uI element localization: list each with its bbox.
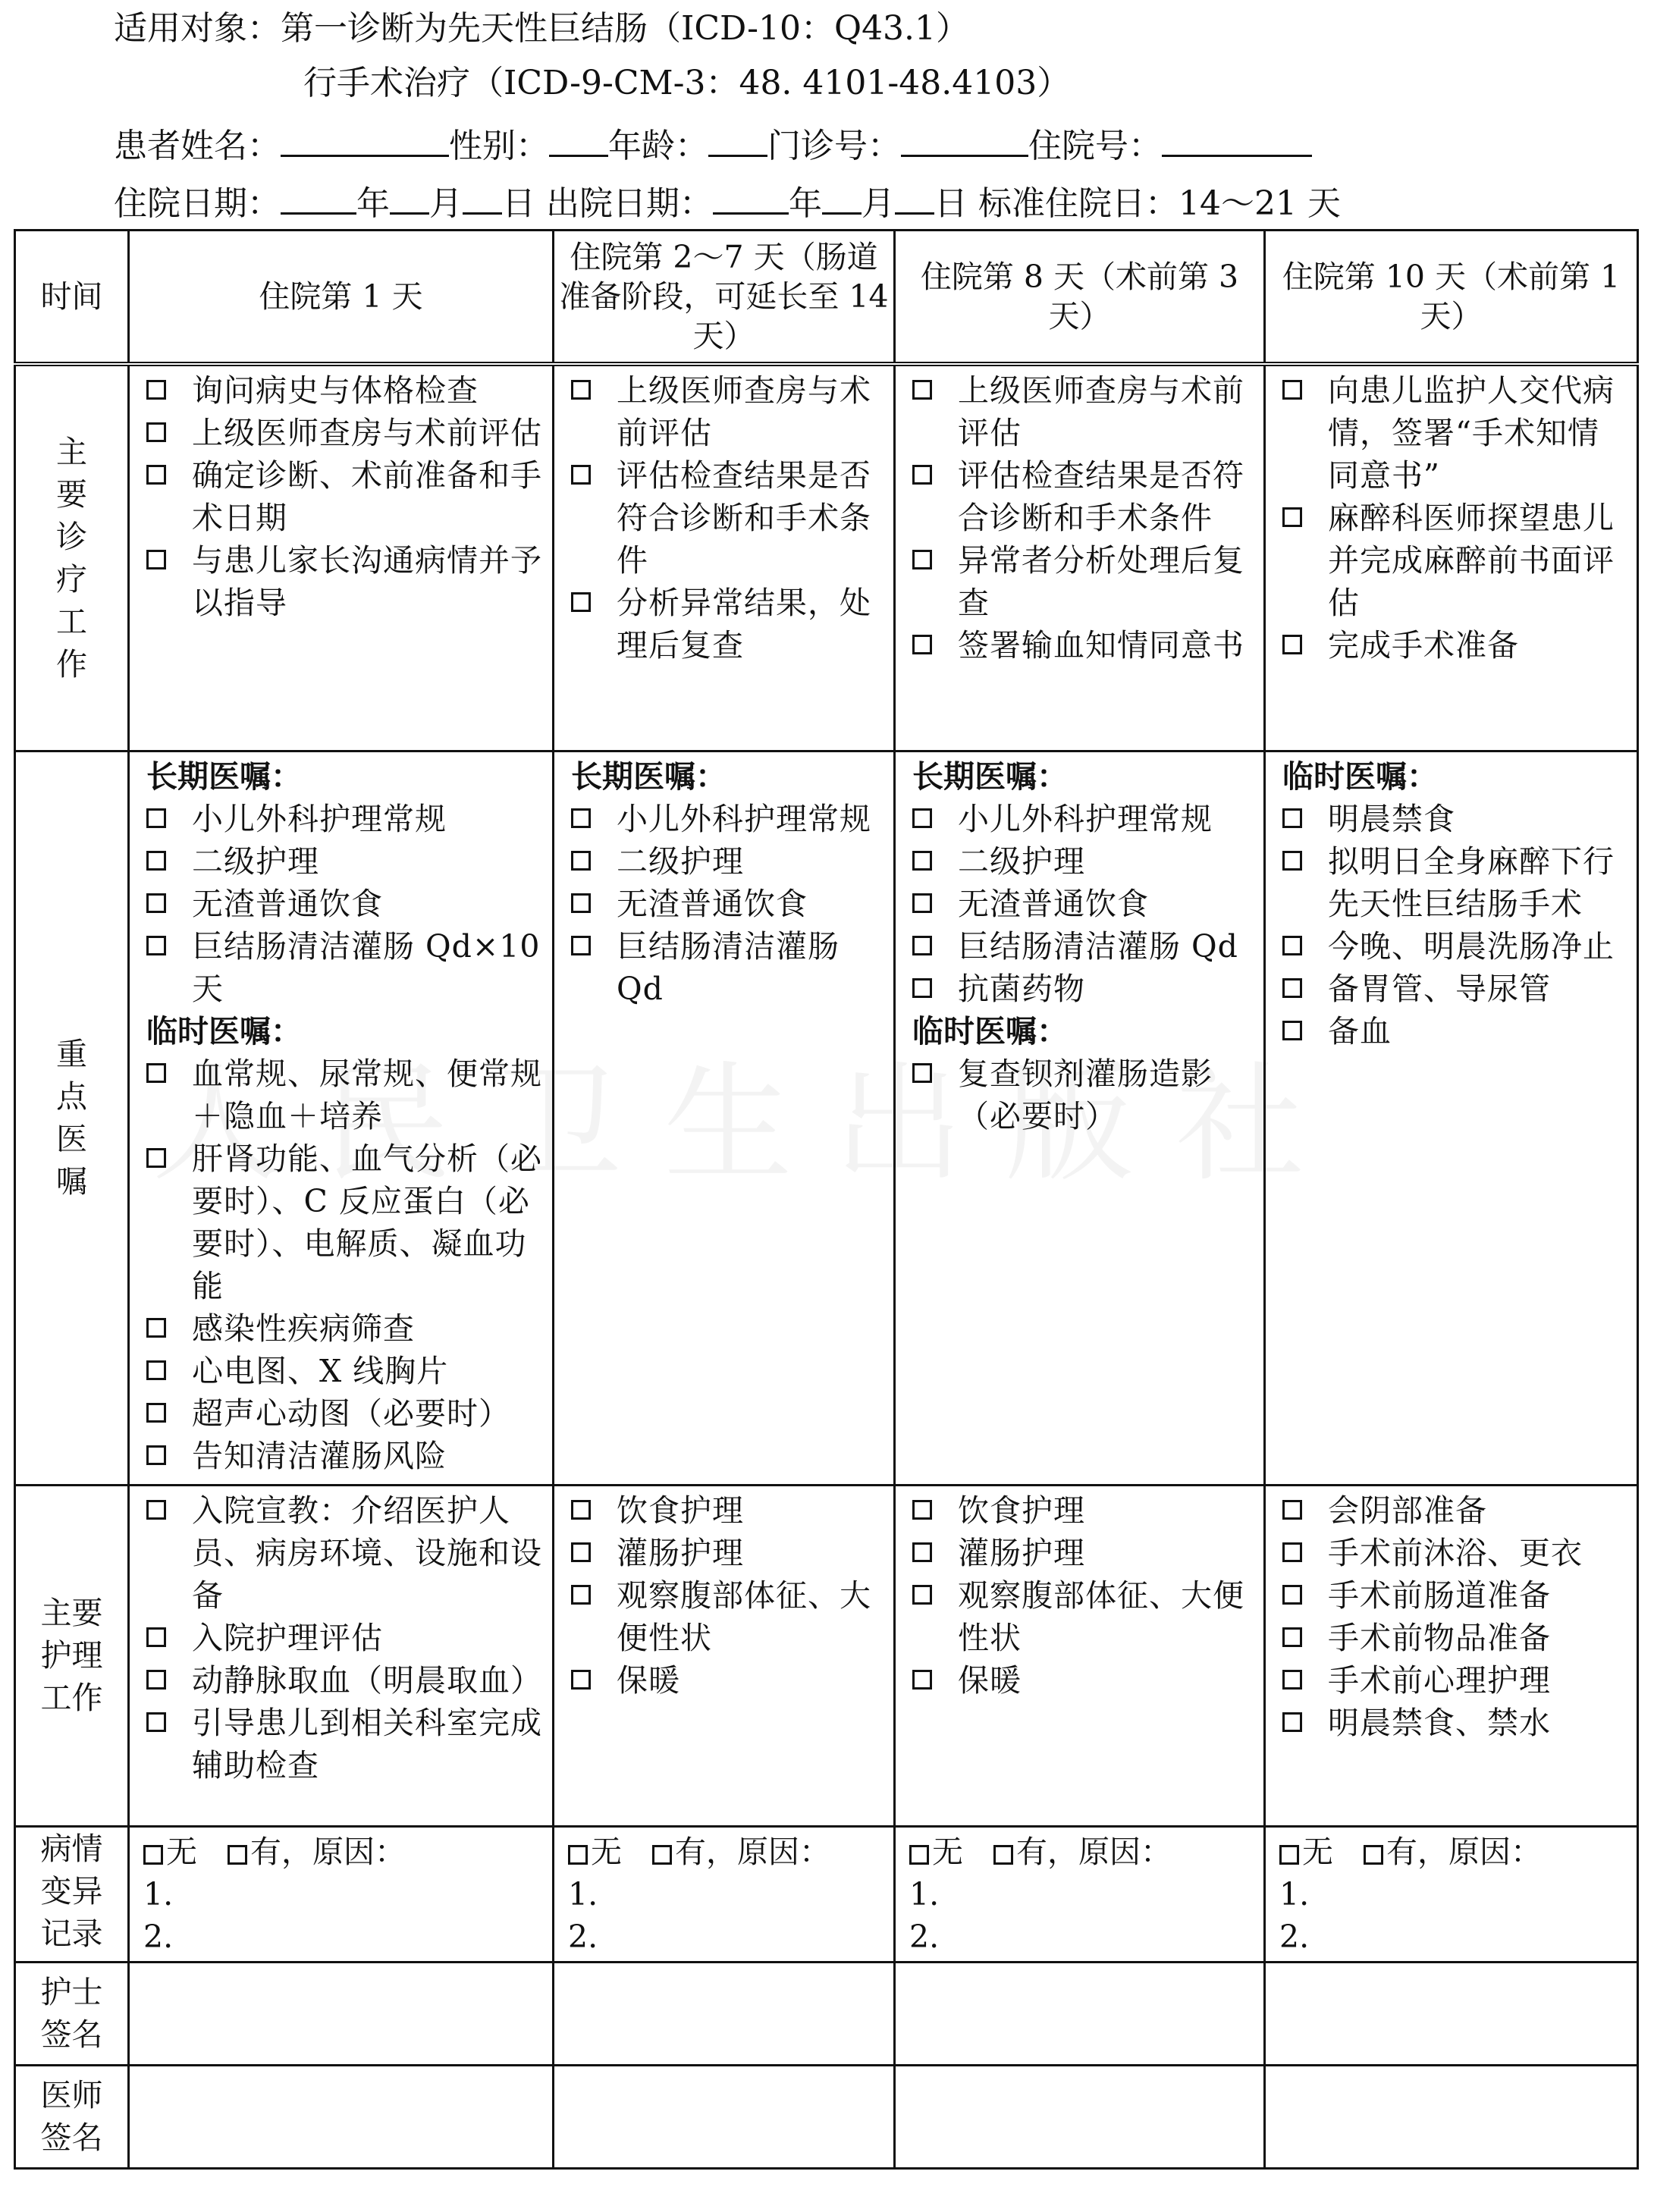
- dates-line: [114, 177, 1341, 227]
- variation-options: [1279, 1831, 1629, 1873]
- checklist-item-text: 巨结肠清洁灌肠 Qd×10 天: [192, 927, 541, 1007]
- checklist-item-text: 今晚、明晨洗肠净止: [1328, 927, 1615, 965]
- discharge-day-field[interactable]: [895, 177, 934, 215]
- checklist-item-text: 向患儿监护人交代病情，签署“手术知情同意书”: [1328, 372, 1615, 494]
- row-label-nurse-sign: 护士签名: [40, 1974, 103, 2053]
- checklist-item-text: 上级医师查房与术前评估: [617, 372, 871, 451]
- checklist-item: [565, 798, 886, 840]
- checklist-item: [906, 454, 1256, 539]
- sex-field[interactable]: [549, 120, 608, 157]
- checklist-item-text: 无渣普通饮食: [617, 885, 808, 922]
- checklist-item-text: 复查钡剂灌肠造影（必要时）: [958, 1055, 1213, 1134]
- temp-orders-heading: 临时医嘱：: [912, 1012, 1068, 1050]
- checkbox[interactable]: [912, 1670, 932, 1690]
- patient-info-line: [114, 120, 1312, 169]
- checkbox[interactable]: [146, 1318, 166, 1338]
- checkbox[interactable]: [912, 1500, 932, 1520]
- checkbox[interactable]: [146, 1403, 166, 1423]
- checklist-item-text: 动静脉取血（明晨取血）: [192, 1661, 542, 1699]
- checkbox[interactable]: [571, 851, 591, 871]
- checklist-item: [906, 369, 1256, 454]
- checklist-item: [140, 1617, 545, 1659]
- checklist-item-text: 麻醉科医师探望患儿并完成麻醉前书面评估: [1328, 500, 1615, 621]
- checklist-item-text: 巨结肠清洁灌肠 Qd: [958, 927, 1238, 965]
- variation-reason-1[interactable]: 1.: [568, 1875, 598, 1912]
- checklist-item-text: 手术前物品准备: [1328, 1619, 1551, 1656]
- variation-cell-day10: [1265, 1826, 1638, 1962]
- checklist-item-text: 二级护理: [192, 842, 319, 880]
- checkbox[interactable]: [571, 592, 591, 612]
- variation-reason-2[interactable]: 2.: [143, 1918, 174, 1955]
- col-header-day10: 住院第 10 天（术前第 1 天）: [1265, 231, 1638, 365]
- checkbox[interactable]: [571, 936, 591, 955]
- checkbox[interactable]: [146, 851, 166, 871]
- checklist-item-text: 无渣普通饮食: [192, 885, 383, 922]
- inpatient-number-label: 住院号：: [1028, 127, 1162, 165]
- checkbox[interactable]: [146, 465, 166, 485]
- checklist-item-text: 观察腹部体征、大便性状: [958, 1577, 1244, 1656]
- checkbox[interactable]: [571, 808, 591, 828]
- checklist-item: [565, 1532, 886, 1574]
- checkbox[interactable]: [571, 465, 591, 485]
- checklist-item: [565, 1659, 886, 1702]
- applicable-object-line1: 适用对象：第一诊断为先天性巨结肠（ICD-10：Q43.1）: [114, 9, 970, 48]
- checkbox[interactable]: [1282, 1712, 1302, 1732]
- has-variation-label: 有，原因：: [250, 1833, 406, 1870]
- checklist-item: [565, 840, 886, 883]
- checkbox[interactable]: [912, 550, 932, 569]
- checkbox[interactable]: [912, 380, 932, 400]
- has-variation-checkbox[interactable]: [228, 1845, 247, 1865]
- checkbox[interactable]: [571, 1500, 591, 1520]
- checklist-item-text: 心电图、X 线胸片: [192, 1352, 449, 1389]
- orders-day8-temp-list: [906, 1053, 1256, 1137]
- checklist-item: [565, 582, 886, 667]
- row-label-main-work: 主要诊疗工作: [56, 433, 87, 682]
- checklist-item: [140, 1307, 545, 1350]
- variation-reason-1[interactable]: 1.: [1279, 1875, 1310, 1912]
- checklist-item-text: 灌肠护理: [617, 1534, 744, 1571]
- checkbox[interactable]: [146, 1500, 166, 1520]
- orders-day8-long-list: [906, 798, 1256, 1010]
- checklist-item: [906, 1574, 1256, 1659]
- checklist-item: [565, 925, 886, 1010]
- checklist-item-text: 会阴部准备: [1328, 1492, 1487, 1529]
- nurse-sign-field-day1[interactable]: [129, 1962, 554, 2065]
- checklist-item-text: 手术前肠道准备: [1328, 1577, 1551, 1614]
- checklist-item-text: 灌肠护理: [958, 1534, 1085, 1571]
- table-row-variation: [15, 1826, 1638, 1962]
- checkbox[interactable]: [571, 380, 591, 400]
- checkbox[interactable]: [146, 1360, 166, 1380]
- checklist-item: [140, 412, 545, 454]
- doctor-sign-field-day10[interactable]: [1265, 2065, 1638, 2168]
- discharge-year-field[interactable]: [713, 177, 789, 215]
- checklist-item: [140, 1489, 545, 1617]
- variation-options: [143, 1831, 545, 1873]
- checklist-item: [1276, 1489, 1629, 1532]
- variation-cell-day2-7: [554, 1826, 895, 1962]
- day-text: 日: [934, 184, 968, 223]
- no-variation-checkbox[interactable]: [1279, 1845, 1299, 1865]
- checklist-item-text: 入院宣教：介绍医护人员、病房环境、设施和设备: [192, 1492, 542, 1614]
- checklist-item-text: 饮食护理: [958, 1492, 1085, 1529]
- checklist-item-text: 与患儿家长沟通病情并予以指导: [192, 542, 542, 621]
- checklist-item-text: 备血: [1328, 1012, 1392, 1050]
- checklist-item-text: 小儿外科护理常规: [617, 800, 871, 837]
- col-header-time: 时间: [15, 231, 129, 365]
- checklist-item: [1276, 1010, 1629, 1053]
- col-header-day2-7: 住院第 2～7 天（肠道准备阶段，可延长至 14 天）: [554, 231, 895, 365]
- checklist-item: [565, 454, 886, 582]
- no-variation-checkbox[interactable]: [143, 1845, 163, 1865]
- checklist-item-text: 手术前沐浴、更衣: [1328, 1534, 1583, 1571]
- discharge-date-label: 出院日期：: [546, 184, 713, 223]
- clinical-pathway-table: [14, 229, 1639, 2170]
- checklist-item: [565, 369, 886, 454]
- checklist-item-text: 分析异常结果，处理后复查: [617, 585, 871, 664]
- checkbox[interactable]: [146, 1712, 166, 1732]
- checklist-item: [906, 1659, 1256, 1702]
- checkbox[interactable]: [571, 1670, 591, 1690]
- checklist-item-text: 二级护理: [617, 842, 744, 880]
- age-field[interactable]: [708, 120, 767, 157]
- has-variation-checkbox[interactable]: [652, 1845, 672, 1865]
- checklist-item: [1276, 1702, 1629, 1744]
- checkbox[interactable]: [571, 1585, 591, 1605]
- checklist-item: [140, 1350, 545, 1392]
- admit-date-label: 住院日期：: [114, 184, 281, 223]
- checklist-item: [140, 1053, 545, 1137]
- checklist-item-text: 抗菌药物: [958, 970, 1085, 1007]
- checkbox[interactable]: [912, 893, 932, 913]
- checkbox[interactable]: [1282, 1021, 1302, 1040]
- standard-stay-text: 标准住院日：14～21 天: [978, 184, 1341, 223]
- checklist-item: [565, 1489, 886, 1532]
- checklist-item: [1276, 497, 1629, 624]
- checklist-item-text: 观察腹部体征、大便性状: [617, 1577, 871, 1656]
- variation-cell-day8: [895, 1826, 1265, 1962]
- discharge-month-field[interactable]: [822, 177, 862, 215]
- checkbox[interactable]: [912, 936, 932, 955]
- checkbox[interactable]: [1282, 851, 1302, 871]
- has-variation-checkbox[interactable]: [993, 1845, 1013, 1865]
- no-variation-checkbox[interactable]: [568, 1845, 588, 1865]
- patient-name-label: 患者姓名：: [114, 127, 281, 165]
- checklist-item-text: 评估检查结果是否符合诊断和手术条件: [617, 457, 871, 579]
- nursing-day1-list: [140, 1489, 545, 1787]
- variation-options: [568, 1831, 886, 1873]
- has-variation-label: 有，原因：: [1386, 1833, 1542, 1870]
- checklist-item: [565, 1574, 886, 1659]
- variation-reason-2[interactable]: 2.: [568, 1918, 598, 1955]
- month-text: 月: [862, 184, 895, 223]
- nursing-day10-list: [1276, 1489, 1629, 1744]
- has-variation-label: 有，原因：: [1016, 1833, 1172, 1870]
- patient-name-field[interactable]: [281, 120, 449, 157]
- checklist-item: [906, 1053, 1256, 1137]
- checklist-item-text: 二级护理: [958, 842, 1085, 880]
- checklist-item: [1276, 369, 1629, 497]
- checklist-item: [1276, 798, 1629, 840]
- orders-day10-temp-list: [1276, 798, 1629, 1053]
- checklist-item-text: 明晨禁食、禁水: [1328, 1704, 1551, 1741]
- variation-reason-1[interactable]: 1.: [143, 1875, 174, 1912]
- checklist-item-text: 引导患儿到相关科室完成辅助检查: [192, 1704, 542, 1784]
- no-variation-label: 无: [166, 1833, 197, 1870]
- checklist-item: [906, 624, 1256, 667]
- main-work-day1-list: [140, 369, 545, 624]
- outpatient-number-label: 门诊号：: [767, 127, 901, 165]
- checkbox[interactable]: [571, 1542, 591, 1562]
- checkbox[interactable]: [1282, 380, 1302, 400]
- checklist-item-text: 询问病史与体格检查: [192, 372, 479, 409]
- table-header-row: [15, 231, 1638, 365]
- checklist-item-text: 明晨禁食: [1328, 800, 1455, 837]
- checkbox[interactable]: [146, 422, 166, 442]
- checkbox[interactable]: [1282, 1627, 1302, 1647]
- checklist-item: [906, 840, 1256, 883]
- checklist-item: [140, 369, 545, 412]
- checklist-item-text: 保暖: [617, 1661, 680, 1699]
- doctor-sign-field-day8[interactable]: [895, 2065, 1265, 2168]
- checklist-item-text: 巨结肠清洁灌肠 Qd: [617, 927, 840, 1007]
- checkbox[interactable]: [1282, 635, 1302, 654]
- checklist-item-text: 签署输血知情同意书: [958, 627, 1244, 664]
- has-variation-checkbox[interactable]: [1364, 1845, 1383, 1865]
- checklist-item: [1276, 1617, 1629, 1659]
- checklist-item-text: 小儿外科护理常规: [958, 800, 1213, 837]
- checklist-item: [140, 1137, 545, 1307]
- checklist-item: [1276, 925, 1629, 968]
- col-header-day1: 住院第 1 天: [129, 231, 554, 365]
- row-label-doctor-sign: 医师签名: [40, 2077, 103, 2156]
- checklist-item: [1276, 968, 1629, 1010]
- checklist-item: [906, 925, 1256, 968]
- row-label-variation: 病情变异记录: [40, 1830, 103, 1952]
- col-header-day8: 住院第 8 天（术前第 3 天）: [895, 231, 1265, 365]
- main-work-day2-7-list: [565, 369, 886, 667]
- checklist-item-text: 感染性疾病筛查: [192, 1310, 415, 1347]
- main-work-day8-list: [906, 369, 1256, 667]
- checklist-item: [906, 798, 1256, 840]
- row-label-orders: 重点医嘱: [56, 1036, 87, 1200]
- checkbox[interactable]: [146, 550, 166, 569]
- checklist-item-text: 确定诊断、术前准备和手术日期: [192, 457, 542, 536]
- checklist-item-text: 拟明日全身麻醉下行先天性巨结肠手术: [1328, 842, 1615, 922]
- checkbox[interactable]: [146, 1627, 166, 1647]
- checklist-item: [906, 1532, 1256, 1574]
- checkbox[interactable]: [1282, 978, 1302, 998]
- has-variation-label: 有，原因：: [675, 1833, 830, 1870]
- checkbox[interactable]: [571, 893, 591, 913]
- checklist-item: [565, 883, 886, 925]
- checkbox[interactable]: [146, 936, 166, 955]
- checkbox[interactable]: [912, 1063, 932, 1083]
- checklist-item-text: 入院护理评估: [192, 1619, 383, 1656]
- checklist-item: [140, 1392, 545, 1435]
- checklist-item: [906, 883, 1256, 925]
- checkbox[interactable]: [1282, 808, 1302, 828]
- temp-orders-heading: 临时医嘱：: [146, 1012, 302, 1050]
- checklist-item: [1276, 1574, 1629, 1617]
- nursing-day8-list: [906, 1489, 1256, 1702]
- checklist-item-text: 上级医师查房与术前评估: [192, 415, 542, 451]
- checkbox[interactable]: [1282, 1542, 1302, 1562]
- no-variation-checkbox[interactable]: [909, 1845, 929, 1865]
- admit-day-field[interactable]: [463, 177, 502, 215]
- checkbox[interactable]: [912, 851, 932, 871]
- checklist-item: [140, 539, 545, 624]
- checklist-item-text: 血常规、尿常规、便常规＋隐血＋培养: [192, 1055, 542, 1134]
- checkbox[interactable]: [912, 465, 932, 485]
- long-term-orders-heading: 长期医嘱：: [571, 758, 727, 795]
- checklist-item: [140, 798, 545, 840]
- admit-year-field[interactable]: [281, 177, 356, 215]
- main-work-day10-list: [1276, 369, 1629, 667]
- checklist-item-text: 上级医师查房与术前评估: [958, 372, 1244, 451]
- checklist-item-text: 小儿外科护理常规: [192, 800, 447, 837]
- sex-label: 性别：: [449, 127, 549, 165]
- orders-day2-7-long-list: [565, 798, 886, 1010]
- checklist-item-text: 饮食护理: [617, 1492, 744, 1529]
- checkbox[interactable]: [912, 1542, 932, 1562]
- checkbox[interactable]: [1282, 1670, 1302, 1690]
- checkbox[interactable]: [912, 1585, 932, 1605]
- table-row-doctor-sign: [15, 2065, 1638, 2168]
- table-row-nursing: [15, 1485, 1638, 1826]
- no-variation-label: 无: [932, 1833, 963, 1870]
- checkbox[interactable]: [146, 1148, 166, 1168]
- variation-options: [909, 1831, 1256, 1873]
- checkbox[interactable]: [146, 893, 166, 913]
- temp-orders-heading: 临时医嘱：: [1282, 758, 1438, 795]
- checklist-item-text: 告知清洁灌肠风险: [192, 1437, 447, 1474]
- year-text: 年: [789, 184, 822, 223]
- doctor-sign-field-day1[interactable]: [129, 2065, 554, 2168]
- checklist-item-text: 完成手术准备: [1328, 627, 1519, 664]
- checkbox[interactable]: [1282, 936, 1302, 955]
- no-variation-label: 无: [591, 1833, 622, 1870]
- orders-day1-temp-list: [140, 1053, 545, 1477]
- checklist-item-text: 异常者分析处理后复查: [958, 542, 1244, 621]
- checklist-item: [140, 1659, 545, 1702]
- variation-reason-1[interactable]: 1.: [909, 1875, 940, 1912]
- checklist-item-text: 肝肾功能、血气分析（必要时）、C 反应蛋白（必要时）、电解质、凝血功能: [192, 1140, 542, 1304]
- long-term-orders-heading: 长期医嘱：: [912, 758, 1068, 795]
- checkbox[interactable]: [912, 635, 932, 654]
- checklist-item: [140, 454, 545, 539]
- day-text: 日: [502, 184, 535, 223]
- checkbox[interactable]: [146, 1670, 166, 1690]
- table-row-nurse-sign: [15, 1962, 1638, 2065]
- checkbox[interactable]: [146, 1445, 166, 1465]
- checkbox[interactable]: [1282, 507, 1302, 527]
- checklist-item: [1276, 1532, 1629, 1574]
- checklist-item: [906, 1489, 1256, 1532]
- table-row-orders: [15, 751, 1638, 1485]
- checklist-item: [1276, 1659, 1629, 1702]
- checkbox[interactable]: [146, 380, 166, 400]
- month-text: 月: [429, 184, 463, 223]
- variation-reason-2[interactable]: 2.: [909, 1918, 940, 1955]
- checklist-item-text: 评估检查结果是否符合诊断和手术条件: [958, 457, 1244, 536]
- checklist-item: [906, 539, 1256, 624]
- checklist-item: [140, 840, 545, 883]
- year-text: 年: [356, 184, 390, 223]
- age-label: 年龄：: [608, 127, 708, 165]
- inpatient-number-field[interactable]: [1162, 120, 1312, 157]
- checklist-item-text: 手术前心理护理: [1328, 1661, 1551, 1699]
- doctor-sign-field-day2-7[interactable]: [554, 2065, 895, 2168]
- checkbox[interactable]: [1282, 1585, 1302, 1605]
- checklist-item: [1276, 624, 1629, 667]
- nurse-sign-field-day10[interactable]: [1265, 1962, 1638, 2065]
- checklist-item-text: 备胃管、导尿管: [1328, 970, 1551, 1007]
- variation-cell-day1: [129, 1826, 554, 1962]
- checkbox[interactable]: [912, 978, 932, 998]
- row-label-nursing: 主要护理工作: [40, 1595, 103, 1716]
- variation-reason-2[interactable]: 2.: [1279, 1918, 1310, 1955]
- checklist-item: [140, 925, 545, 1010]
- applicable-object-line2: 行手术治疗（ICD-9-CM-3：48. 4101-48.4103）: [303, 64, 1071, 102]
- no-variation-label: 无: [1302, 1833, 1333, 1870]
- nurse-sign-field-day8[interactable]: [895, 1962, 1265, 2065]
- nurse-sign-field-day2-7[interactable]: [554, 1962, 895, 2065]
- table-row-main-work: [15, 364, 1638, 751]
- admit-month-field[interactable]: [390, 177, 429, 215]
- outpatient-number-field[interactable]: [901, 120, 1028, 157]
- checklist-item-text: 超声心动图（必要时）: [192, 1395, 510, 1432]
- checkbox[interactable]: [1282, 1500, 1302, 1520]
- orders-day1-long-list: [140, 798, 545, 1010]
- checklist-item: [140, 1435, 545, 1477]
- checkbox[interactable]: [146, 808, 166, 828]
- long-term-orders-heading: 长期医嘱：: [146, 758, 302, 795]
- checklist-item: [1276, 840, 1629, 925]
- checklist-item-text: 无渣普通饮食: [958, 885, 1149, 922]
- checklist-item: [140, 1702, 545, 1787]
- checklist-item: [906, 968, 1256, 1010]
- checkbox[interactable]: [912, 808, 932, 828]
- nursing-day2-7-list: [565, 1489, 886, 1702]
- checklist-item-text: 保暖: [958, 1661, 1022, 1699]
- checklist-item: [140, 883, 545, 925]
- checkbox[interactable]: [146, 1063, 166, 1083]
